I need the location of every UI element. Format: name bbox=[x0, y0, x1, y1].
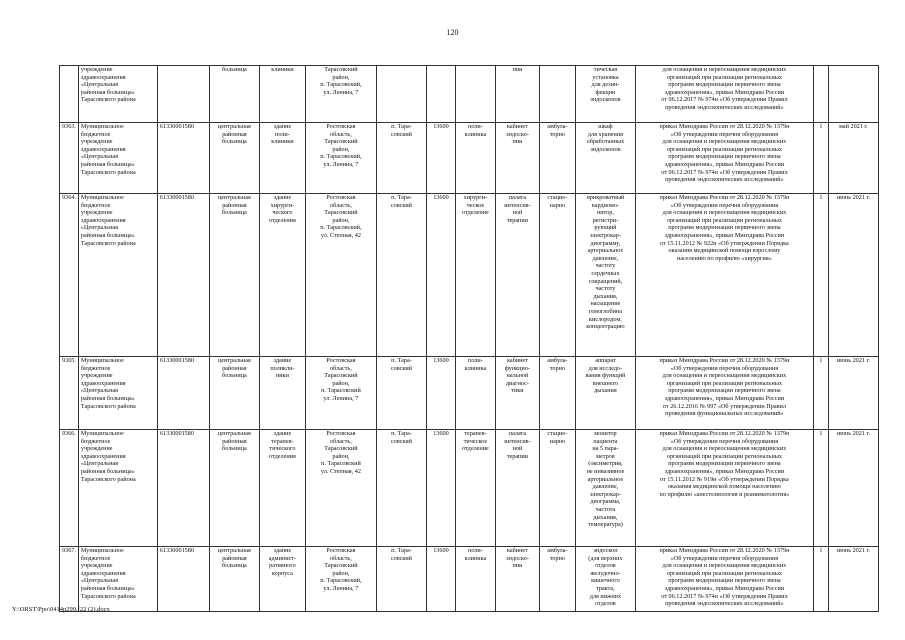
department-cell bbox=[455, 66, 495, 123]
room-cell: кабинет эндоско- пии bbox=[495, 547, 539, 612]
quantity-cell: 1 bbox=[813, 357, 828, 430]
care-type-cell: амбула- торно bbox=[539, 547, 575, 612]
oktmo-cell: 13600 bbox=[426, 194, 455, 357]
quantity-cell: 1 bbox=[813, 430, 828, 547]
settlement-cell bbox=[376, 66, 426, 123]
row-number-cell: 9367. bbox=[60, 547, 79, 612]
oktmo-cell: 13600 bbox=[426, 123, 455, 194]
care-type-cell: амбула- торно bbox=[539, 123, 575, 194]
building-cell: клиники bbox=[259, 66, 305, 123]
equipment-cell: тическая установка для дезин- фекции эндоскопов bbox=[575, 66, 635, 123]
room-cell: кабинет функцио- нальной диагнос- тики bbox=[495, 357, 539, 430]
department-cell: хирурги- ческое отделение bbox=[455, 194, 495, 357]
regulation-cell: приказ Минздрава России от 28.12.2020 № 1379н «Об утверждении перечня оборудования для оснащения и переоснащения медицинских организаций при реализации региональных программ модернизации первичного звена здравоохранения», приказ Минздрава России от 26.12.2016 № 997 «Об утверждении Правил проведения функциональных исследований» bbox=[635, 357, 813, 430]
equipment-table bbox=[59, 65, 879, 612]
regulation-cell: приказ Минздрава России от 28.12.2020 № 1379н «Об утверждении перечня оборудования для оснащения и переоснащения медицинских организаций при реализации региональных программ модернизации первичного звена здравоохранения», приказ Минздрава России от 06.12.2017 № 974н «Об утверждении Правил проведения эндоскопических исследований» bbox=[635, 123, 813, 194]
equipment-cell: аппарат для исследо- вания функций внешнего дыхания bbox=[575, 357, 635, 430]
settlement-cell: п. Тара- совский bbox=[376, 194, 426, 357]
room-cell: палата интенсив- ной терапии bbox=[495, 430, 539, 547]
room-cell: пии bbox=[495, 66, 539, 123]
organization-cell: Муниципальное бюджетное учреждение здравоохранения «Центральная районная больница» Тарасовского района bbox=[78, 123, 157, 194]
code-cell: 61330001580 bbox=[157, 547, 209, 612]
organization-cell: учреждение здравоохранения «Центральная районная больница» Тарасовского района bbox=[78, 66, 157, 123]
row-number-cell: 9363. bbox=[60, 123, 79, 194]
care-type-cell: стацио- нарно bbox=[539, 194, 575, 357]
date-cell: июнь 2021 г. bbox=[828, 357, 878, 430]
date-cell bbox=[828, 66, 878, 123]
building-cell: здание поликли- ники bbox=[259, 357, 305, 430]
code-cell: 61330001580 bbox=[157, 430, 209, 547]
address-cell: Ростовская область, Тарасовский район, п. Тарасовский, ул. Ленина, 7 bbox=[305, 547, 376, 612]
table-row bbox=[60, 430, 879, 547]
care-type-cell: амбула- торно bbox=[539, 357, 575, 430]
row-number-cell: 9366. bbox=[60, 430, 79, 547]
department-cell: поли- клиника bbox=[455, 123, 495, 194]
code-cell: 61330001580 bbox=[157, 194, 209, 357]
address-cell: Ростовская область, Тарасовский район, п. Тарасовский ул. Ленина, 7 bbox=[305, 357, 376, 430]
row-number-cell bbox=[60, 66, 79, 123]
oktmo-cell: 13600 bbox=[426, 430, 455, 547]
building-cell: здание терапев- тического отделения bbox=[259, 430, 305, 547]
organization-cell: Муниципальное бюджетное учреждение здравоохранения «Центральная районная больница» Тарасовского района bbox=[78, 357, 157, 430]
institution-type-cell: центральная районная больница bbox=[209, 123, 259, 194]
equipment-cell: эндоскоп (для верхних отделов желудочно- кишечного тракта, для нижних отделов bbox=[575, 547, 635, 612]
date-cell: июнь 2021 г. bbox=[828, 430, 878, 547]
quantity-cell bbox=[813, 66, 828, 123]
table-row bbox=[60, 547, 879, 612]
code-cell: 61330001580 bbox=[157, 123, 209, 194]
equipment-cell: прикроватный кардиомо- нитор, регистри- рующий электрокар- диограмму, артериальное давление, частоту сердечных сокращений, частоту дыхания, насыщение гемоглобина кислородом, концентрацию bbox=[575, 194, 635, 357]
room-cell: палата интенсив- ной терапии bbox=[495, 194, 539, 357]
date-cell: июнь 2021 г. bbox=[828, 547, 878, 612]
regulation-cell: приказ Минздрава России от 28.12.2020 № 1379н «Об утверждении перечня оборудования для оснащения и переоснащения медицинских организаций при реализации региональных программ модернизации первичного звена здравоохранения», приказ Минздрава России от 15.11.2012 № 919н «Об утверждении Порядка оказания медицинской помощи населению по профилю «анестезиология и реаниматология» bbox=[635, 430, 813, 547]
table-body bbox=[60, 66, 879, 612]
table-row bbox=[60, 66, 879, 123]
organization-cell: Муниципальное бюджетное учреждение здравоохранения «Центральная районная больница» Тарасовского района bbox=[78, 430, 157, 547]
quantity-cell: 1 bbox=[813, 547, 828, 612]
date-cell: июнь 2021 г. bbox=[828, 194, 878, 357]
regulation-cell: для оснащения и переоснащения медицинских организаций при реализации региональных программ модернизации первичного звена здравоохранения», приказ Минздрава России от 06.12.2017 № 974н «Об утверждении Правил проведения эндоскопических исследований» bbox=[635, 66, 813, 123]
care-type-cell bbox=[539, 66, 575, 123]
department-cell: терапев- тическое отделение bbox=[455, 430, 495, 547]
address-cell: Ростовская область, Тарасовский район, п. Тарасовский ул. Степная, 42 bbox=[305, 430, 376, 547]
organization-cell: Муниципальное бюджетное учреждение здравоохранения «Центральная районная больница» Тарасовского района bbox=[78, 194, 157, 357]
oktmo-cell: 13600 bbox=[426, 547, 455, 612]
institution-type-cell: центральная районная больница bbox=[209, 357, 259, 430]
settlement-cell: п. Тара- совский bbox=[376, 357, 426, 430]
code-cell: 61330001580 bbox=[157, 357, 209, 430]
address-cell: Тарасовский район, п. Тарасовский, ул. Ленина, 7 bbox=[305, 66, 376, 123]
footer-file-path: Y:\ORST\Ppo\0414p299.f22 (2).docx bbox=[12, 606, 110, 613]
code-cell bbox=[157, 66, 209, 123]
row-number-cell: 9365. bbox=[60, 357, 79, 430]
row-number-cell: 9364. bbox=[60, 194, 79, 357]
building-cell: здание хирурги- ческого отделения bbox=[259, 194, 305, 357]
quantity-cell: 1 bbox=[813, 194, 828, 357]
oktmo-cell bbox=[426, 66, 455, 123]
settlement-cell: п. Тара- совский bbox=[376, 547, 426, 612]
equipment-cell: шкаф для хранения обработанных эндоскопов bbox=[575, 123, 635, 194]
page-number: 120 bbox=[446, 28, 459, 37]
institution-type-cell: центральная районная больница bbox=[209, 547, 259, 612]
department-cell: поли- клиника bbox=[455, 547, 495, 612]
institution-type-cell: больница bbox=[209, 66, 259, 123]
equipment-cell: монитор пациента на 5 пара- метров (оксиметрия, не инвазивное артериальное давление, электрокар- диограмма, частота дыхания, температура) bbox=[575, 430, 635, 547]
regulation-cell: приказ Минздрава России от 28.12.2020 № 1379н «Об утверждении перечня оборудования для оснащения и переоснащения медицинских организаций при реализации региональных программ модернизации первичного звена здравоохранения», приказ Минздрава России от 06.12.2017 № 974н «Об утверждении Правил проведения эндоскопических исследований» bbox=[635, 547, 813, 612]
table-row bbox=[60, 123, 879, 194]
organization-cell: Муниципальное бюджетное учреждение здравоохранения «Центральная районная больница» Тарасовского района bbox=[78, 547, 157, 612]
table-row bbox=[60, 357, 879, 430]
institution-type-cell: центральная районная больница bbox=[209, 430, 259, 547]
quantity-cell: 1 bbox=[813, 123, 828, 194]
building-cell: здание поли- клиники bbox=[259, 123, 305, 194]
institution-type-cell: центральная районная больница bbox=[209, 194, 259, 357]
care-type-cell: стацио- нарно bbox=[539, 430, 575, 547]
building-cell: здание админист- ративного корпуса bbox=[259, 547, 305, 612]
settlement-cell: п. Тара- совский bbox=[376, 430, 426, 547]
room-cell: кабинет эндоско- пии bbox=[495, 123, 539, 194]
address-cell: Ростовская область, Тарасовский район, п. Тарасовский, ул. Степная, 42 bbox=[305, 194, 376, 357]
oktmo-cell: 13600 bbox=[426, 357, 455, 430]
date-cell: май 2021 г. bbox=[828, 123, 878, 194]
address-cell: Ростовская область, Тарасовский район, п. Тарасовский, ул. Ленина, 7 bbox=[305, 123, 376, 194]
table-row bbox=[60, 194, 879, 357]
department-cell: поли- клиника bbox=[455, 357, 495, 430]
regulation-cell: приказ Минздрава России от 28.12.2020 № 1379н «Об утверждении перечня оборудования для оснащения и переоснащения медицинских организаций при реализации региональных программ модернизации первичного звена здравоохранения», приказ Минздрава России от 15.11.2012 № 922н «Об утверждении Порядка оказания медицинской помощи взрослому населению по профилю «хирургия» bbox=[635, 194, 813, 357]
settlement-cell: п. Тара- совский bbox=[376, 123, 426, 194]
